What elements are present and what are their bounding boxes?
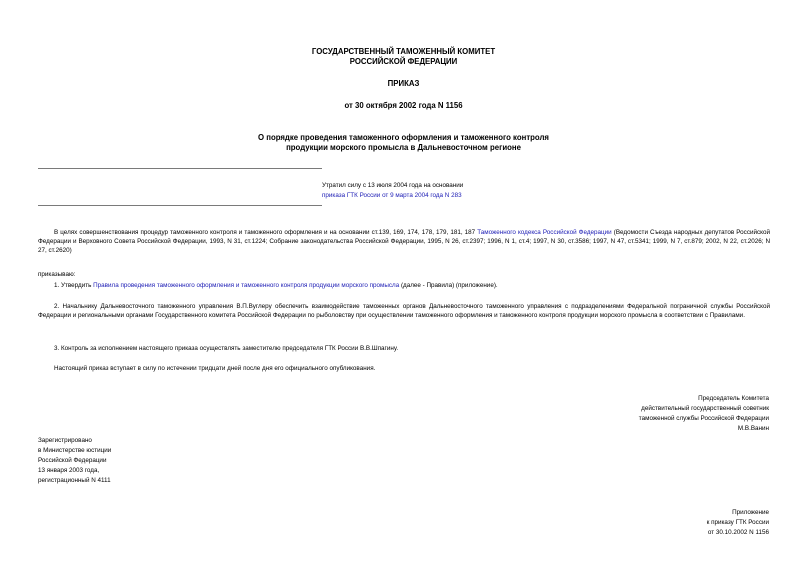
signature-line3: таможенной службы Российской Федерации — [638, 415, 769, 422]
registration-number: регистрационный N 4111 — [38, 477, 111, 484]
appendix-line3: от 30.10.2002 N 1156 — [707, 529, 769, 536]
registration-line1: Зарегистрировано — [38, 437, 92, 444]
divider-bottom — [38, 205, 322, 206]
registration-date: 13 января 2003 года, — [38, 467, 100, 474]
status-note-link[interactable]: приказа ГТК России от 9 марта 2004 года N 283 — [322, 192, 462, 199]
registration-line2: в Министерстве юстиции — [38, 447, 112, 454]
appendix-line1: Приложение — [732, 509, 769, 516]
document-title-line2: продукции морского промысла в Дальневосточном регионе — [286, 143, 521, 152]
preamble-paragraph: В целях совершенствования процедур таможенного контроля и таможенного оформления и на основании ст.139, 169, 174, 178, 179, 181, 187 Таможенного кодекса Российской Федерации (Ведомости Съезда народных депутатов Российской Федерации и Верховного Совета Российской Федерации, 1993, N 31, ст.1224; Собрание законодательства Российской Федерации, 1995, N 26, ст.2397; 1996, N 1, ст.4; 1997, N 30, ст.3586; 1997, N 47, ст.5341; 1999, N 7, ст.879; 2002, N 22, ст.2026; N 27, ст.2620) — [38, 229, 770, 255]
customs-code-link[interactable]: Таможенного кодекса Российской Федерации — [477, 229, 612, 236]
signature-line1: Председатель Комитета — [698, 395, 769, 402]
organization-name-line1: ГОСУДАРСТВЕННЫЙ ТАМОЖЕННЫЙ КОМИТЕТ — [311, 47, 496, 56]
item-2: 2. Начальнику Дальневосточного таможенного управления В.П.Вуглеру обеспечить взаимодействие таможенных органов Дальневосточного таможенного управления с подразделениями Федеральной пограничной службы Российской Федерации и региональными органами Государственного комитета Российской Федерации по рыболовству при осуществлении таможенного оформления и таможенного контроля продукции морского промысла в соответствии с Правилами. — [38, 303, 770, 320]
rules-link[interactable]: Правила проведения таможенного оформления и таможенного контроля продукции морского промысла — [93, 282, 400, 289]
registration-line3: Российской Федерации — [38, 457, 107, 464]
signature-name: М.В.Ванин — [737, 425, 769, 432]
appendix-line2: к приказу ГТК России — [706, 519, 769, 526]
document-type: ПРИКАЗ — [387, 79, 420, 88]
document-date: от 30 октября 2002 года N 1156 — [344, 101, 463, 110]
document-title-line1: О порядке проведения таможенного оформления и таможенного контроля — [258, 133, 549, 142]
signature-line2: действительный государственный советник — [641, 405, 769, 412]
effective-clause: Настоящий приказ вступает в силу по истечении тридцати дней после дня его официального опубликования. — [54, 365, 376, 372]
order-word: приказываю: — [38, 271, 76, 278]
item-1: 1. Утвердить Правила проведения таможенного оформления и таможенного контроля продукции морского промысла (далее - Правила) (приложение). — [54, 282, 498, 289]
item-3: 3. Контроль за исполнением настоящего приказа осуществлять заместителю председателя ГТК России В.В.Шпагину. — [54, 345, 399, 352]
status-note-line1: Утратил силу с 13 июля 2004 года на основании — [322, 182, 464, 189]
organization-name-line2: РОССИЙСКОЙ ФЕДЕРАЦИИ — [349, 57, 458, 66]
divider-top — [38, 168, 322, 169]
